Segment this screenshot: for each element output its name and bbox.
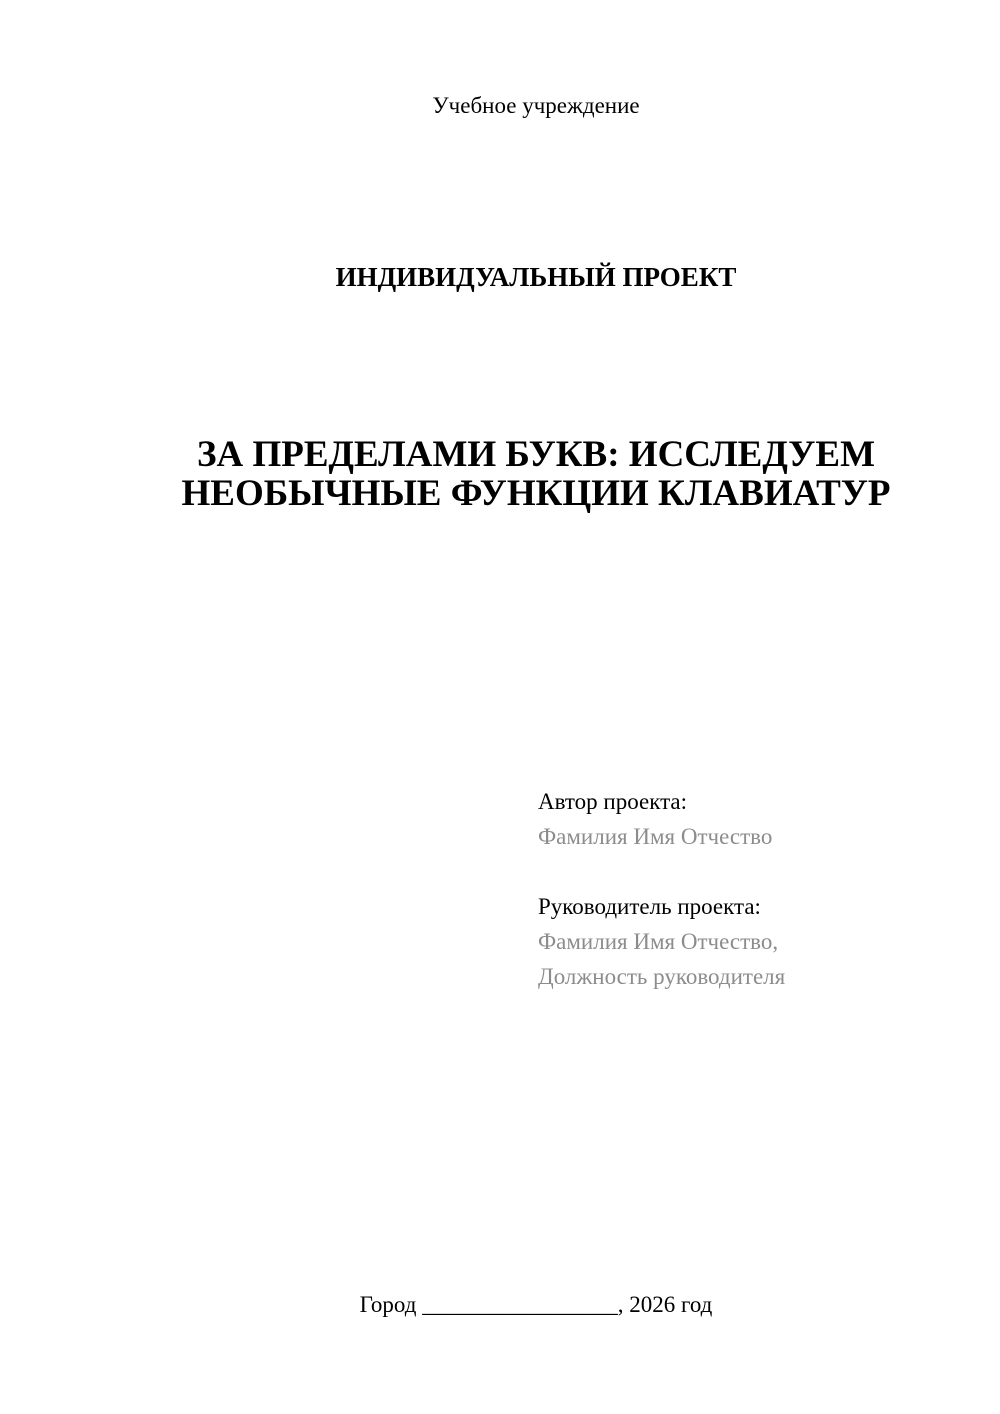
institution-text: Учебное учреждение <box>432 93 640 118</box>
city-year-line: Город _________________, 2026 год <box>359 1292 713 1317</box>
project-title-line-2: НЕОБЫЧНЫЕ ФУНКЦИИ КЛАВИАТУР <box>181 473 891 514</box>
credits-spacer <box>538 854 785 889</box>
supervisor-name-placeholder: Фамилия Имя Отчество, <box>538 929 779 954</box>
author-label: Автор проекта: <box>538 789 687 814</box>
project-title-line-1: ЗА ПРЕДЕЛАМИ БУКВ: ИССЛЕДУЕМ <box>196 434 876 475</box>
credits-block <box>538 784 785 994</box>
project-title <box>143 435 929 513</box>
supervisor-label: Руководитель проекта: <box>538 894 761 919</box>
author-name-placeholder: Фамилия Имя Отчество <box>538 824 773 849</box>
supervisor-position-placeholder: Должность руководителя <box>538 964 786 989</box>
project-type-heading: ИНДИВИДУАЛЬНЫЙ ПРОЕКТ <box>335 262 737 292</box>
